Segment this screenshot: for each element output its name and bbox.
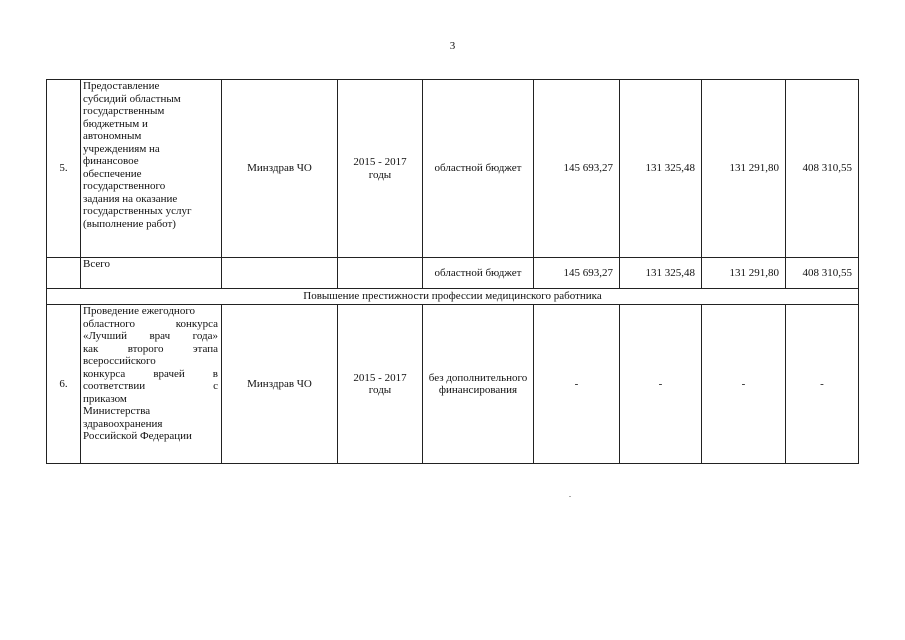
funding-source: областной бюджет <box>423 80 534 258</box>
row-number: 5. <box>47 80 81 258</box>
period: 2015 - 2017 годы <box>338 80 423 258</box>
activity-name-word: областного <box>83 317 136 330</box>
activity-name-word: как <box>83 342 99 355</box>
section-title: Повышение престижности профессии медицинского работника <box>47 289 859 305</box>
total-row <box>47 258 859 289</box>
activity-name-word: конкурса <box>83 367 126 380</box>
funding-source: областной бюджет <box>423 258 534 289</box>
value-2016: - <box>620 305 702 464</box>
value-2015: 145 693,27 <box>534 80 620 258</box>
activity-name-word: приказом <box>83 392 127 405</box>
value-2017: 131 291,80 <box>702 80 786 258</box>
row-number: 6. <box>47 305 81 464</box>
activity-name-line <box>83 318 218 331</box>
executor: Минздрав ЧО <box>222 305 338 464</box>
value-2016: 131 325,48 <box>620 258 702 289</box>
activity-name-line: субсидий областным <box>83 92 181 105</box>
activity-name-line <box>83 393 218 406</box>
activity-name-line: бюджетным и <box>83 117 148 130</box>
activity-name-line: автономным <box>83 130 142 142</box>
activity-name-line <box>83 368 218 381</box>
activity-name-line: обеспечение <box>83 167 142 180</box>
activity-name-line <box>83 355 218 368</box>
activity-name-word: Российской Федерации <box>83 430 192 442</box>
funding-source: без дополнительного финансирования <box>423 305 534 464</box>
activity-name-line <box>83 418 218 431</box>
activity-name-line <box>83 305 218 318</box>
activity-name-word: этапа <box>192 342 218 355</box>
total-label: Всего <box>81 258 222 289</box>
activity-name <box>81 80 222 258</box>
activity-name-word: врач <box>149 330 171 342</box>
activity-name-word: второго <box>127 342 164 355</box>
value-total: 408 310,55 <box>786 80 859 258</box>
activity-name-word: здравоохранения <box>83 417 163 430</box>
activity-name-line: учреждениям на <box>83 142 160 155</box>
value-2015: 145 693,27 <box>534 258 620 289</box>
executor: Минздрав ЧО <box>222 80 338 258</box>
activity-name <box>81 305 222 464</box>
activity-name-line: (выполнение работ) <box>83 217 176 230</box>
value-2017: - <box>702 305 786 464</box>
value-total: 408 310,55 <box>786 258 859 289</box>
activity-name-word: соответствии <box>83 380 146 392</box>
table-row <box>47 305 859 464</box>
activity-name-word: в <box>212 367 218 380</box>
activity-name-line: финансовое <box>83 155 139 167</box>
activity-name-word: года» <box>192 330 218 342</box>
value-2015: - <box>534 305 620 464</box>
period: 2015 - 2017 годы <box>338 305 423 464</box>
activity-name-word: «Лучший <box>83 330 127 342</box>
activity-name-line: задания на оказание <box>83 192 178 205</box>
activity-name-word: с <box>213 380 218 392</box>
activity-name-line: государственным <box>83 105 165 117</box>
program-table <box>46 79 859 464</box>
scan-speck <box>569 496 571 497</box>
activity-name-line: государственного <box>83 180 166 192</box>
activity-name-line <box>83 405 218 418</box>
value-total: - <box>786 305 859 464</box>
activity-name-line: Предоставление <box>83 80 160 92</box>
value-2017: 131 291,80 <box>702 258 786 289</box>
activity-name-line: государственных услуг <box>83 205 192 217</box>
activity-name-word: Проведение ежегодного <box>83 305 196 317</box>
activity-name-line <box>83 430 218 443</box>
table-row <box>47 80 859 258</box>
activity-name-word: врачей <box>153 367 185 380</box>
activity-name-word: конкурса <box>175 317 218 330</box>
activity-name-line <box>83 380 218 393</box>
page-number: 3 <box>449 40 456 52</box>
activity-name-line <box>83 330 218 343</box>
value-2016: 131 325,48 <box>620 80 702 258</box>
activity-name-line <box>83 343 218 356</box>
section-row <box>47 289 859 305</box>
activity-name-word: всероссийского <box>83 355 156 367</box>
activity-name-word: Министерства <box>83 405 151 417</box>
